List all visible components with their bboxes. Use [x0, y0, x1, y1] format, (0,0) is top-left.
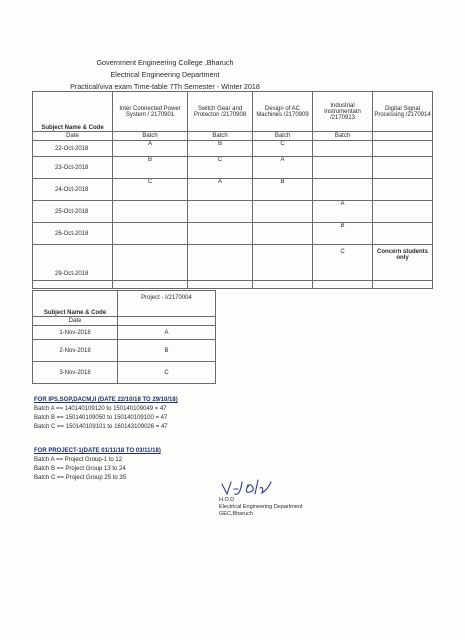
table-row — [33, 141, 433, 157]
project-header-row — [33, 291, 216, 317]
batch-cell: B — [188, 141, 253, 157]
batch-cell — [373, 141, 433, 157]
project-timetable — [32, 290, 216, 384]
batch-label: Batch — [253, 132, 313, 141]
batch-note-project — [34, 447, 161, 483]
batch-cell: A — [113, 141, 188, 157]
signature-block — [219, 497, 302, 518]
batch-cell — [373, 223, 433, 245]
date-cell: 3-Nov-2018 — [33, 362, 118, 384]
batch-cell-note: Concern students only — [373, 245, 433, 281]
date-cell: 23-Oct-2018 — [33, 157, 113, 179]
batch-cell — [253, 201, 313, 223]
batch-cell — [313, 141, 373, 157]
batch-cell — [313, 179, 373, 201]
note-line: Batch C == Project Group 25 to 35 — [34, 475, 127, 481]
date-cell: 2-Nov-2018 — [33, 340, 118, 362]
date-cell: 25-Oct-2018 — [33, 201, 113, 223]
note-line: Batch B == 150140109050 to 150140109100 = 47 — [34, 415, 168, 421]
date-cell: 24-Oct-2018 — [33, 179, 113, 201]
subject-ii: Industrial Instrumentatn /2170913 — [313, 92, 373, 132]
date-cell: 29-Oct-2018 — [33, 245, 113, 281]
project-date-header-row — [33, 317, 216, 326]
batch-cell — [188, 245, 253, 281]
blank-cell — [253, 281, 313, 289]
date-header: Date — [33, 132, 113, 141]
batch-note-ips — [34, 396, 178, 432]
batch-cell: A — [313, 201, 373, 223]
note-title: FOR PROJECT-1(DATE 01/11/18 TO 03/11/18) — [34, 448, 161, 454]
subject-header-row — [33, 92, 433, 132]
batch-cell: A — [118, 326, 216, 340]
batch-header-row — [33, 132, 433, 141]
batch-cell: A — [253, 157, 313, 179]
project-date-header: Date — [33, 317, 118, 326]
batch-cell — [113, 201, 188, 223]
batch-label-empty — [373, 132, 433, 141]
batch-cell: A — [188, 179, 253, 201]
date-cell: 26-Oct-2018 — [33, 223, 113, 245]
batch-cell — [113, 245, 188, 281]
batch-cell — [253, 245, 313, 281]
table-row — [33, 179, 433, 201]
batch-cell — [373, 201, 433, 223]
batch-cell: C — [253, 141, 313, 157]
note-line: Batch A == Project Group-1 to 12 — [34, 457, 123, 463]
batch-label: Batch — [313, 132, 373, 141]
batch-cell — [313, 157, 373, 179]
blank-cell — [113, 281, 188, 289]
subject-dsp: Digital Signal Processing /2170914 — [373, 92, 433, 132]
table-row — [33, 326, 216, 340]
note-line: Batch B == Project Group 13 to 24 — [34, 466, 126, 472]
table-row — [33, 362, 216, 384]
table-row — [33, 201, 433, 223]
blank-cell — [33, 281, 113, 289]
batch-cell: B — [118, 340, 216, 362]
table-row — [33, 157, 433, 179]
date-cell: 22-Oct-2018 — [33, 141, 113, 157]
batch-cell: C — [113, 179, 188, 201]
batch-cell: B — [253, 179, 313, 201]
batch-cell: B — [313, 223, 373, 245]
batch-cell — [373, 157, 433, 179]
note-title: FOR IPS,SGP,DACM,II (DATE 22/10/18 TO 29/10/18) — [34, 397, 178, 403]
subject-header-label: Subject Name & Code — [41, 125, 104, 131]
batch-cell: B — [113, 157, 188, 179]
project-subject: Project - I/2170004 — [118, 291, 216, 317]
batch-cell — [253, 223, 313, 245]
timetable-title: Practical/viva exam Time-table 7Th Semester - Winter 2018 — [70, 82, 260, 91]
batch-cell — [188, 223, 253, 245]
batch-cell: C — [313, 245, 373, 281]
college-name: Government Engineering College ,Bharuch — [96, 58, 234, 67]
batch-label: Batch — [113, 132, 188, 141]
batch-cell — [373, 179, 433, 201]
department-name: Electrical Engineering Department — [110, 70, 220, 79]
blank-cell — [313, 281, 373, 289]
note-line: Batch C == 150140109101 to 160143109026 = 47 — [34, 424, 168, 430]
table-row-blank — [33, 281, 433, 289]
project-subject-header: Subject Name & Code — [33, 291, 118, 317]
subject-dacm: Design of AC Machines /2170909 — [253, 92, 313, 132]
batch-label: Batch — [188, 132, 253, 141]
hod-label: H.O.D — [219, 497, 235, 503]
batch-cell — [113, 223, 188, 245]
batch-cell — [188, 201, 253, 223]
blank-cell — [373, 281, 433, 289]
subject-header-cell — [33, 92, 113, 132]
exam-timetable — [32, 91, 433, 289]
table-row — [33, 223, 433, 245]
note-line: Batch A == 140140109120 to 150140109049 = 47 — [34, 406, 167, 412]
table-row — [33, 340, 216, 362]
subject-sgp: Switch Gear and Protecton /2170908 — [188, 92, 253, 132]
blank-cell — [118, 317, 216, 326]
date-cell: 1-Nov-2018 — [33, 326, 118, 340]
batch-cell: C — [118, 362, 216, 384]
subject-ips: Inter Connected Power System / 2170901 — [113, 92, 188, 132]
hod-place: GEC,Bharuch — [219, 511, 253, 517]
table-row — [33, 245, 433, 281]
batch-cell: C — [188, 157, 253, 179]
blank-cell — [188, 281, 253, 289]
hod-department: Electrical Engineering Department — [219, 504, 303, 510]
